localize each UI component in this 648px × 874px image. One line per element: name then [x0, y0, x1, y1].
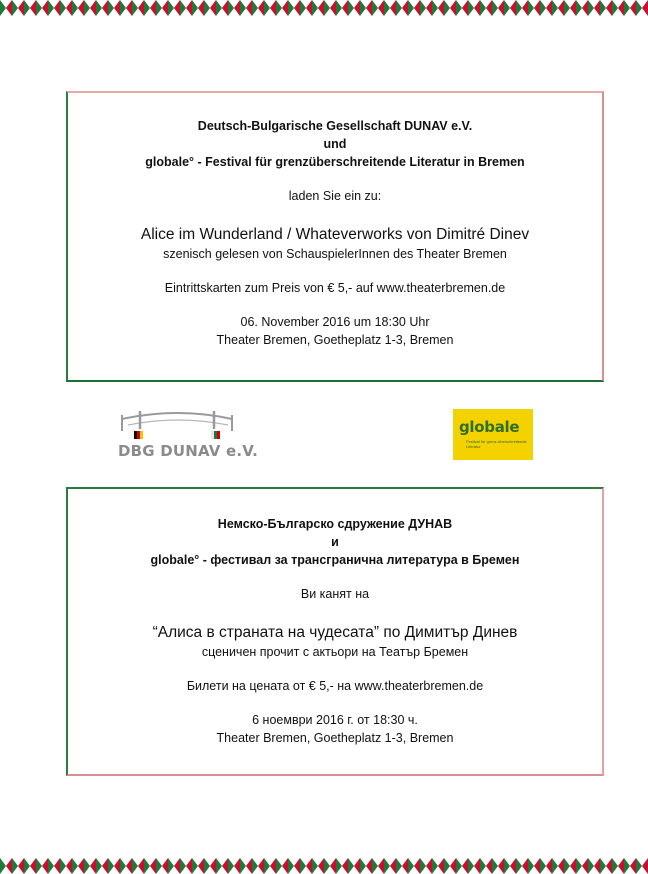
dbg-dunav-logo-text: DBG DUNAV e.V.	[118, 442, 259, 460]
globale-logo	[453, 409, 533, 460]
tickets-line: Билети на цената от € 5,- на www.theaterbremen.de	[186, 679, 484, 693]
bottom-decorative-border	[0, 858, 648, 874]
tickets-line: Eintrittskarten zum Preis von € 5,- auf www.theaterbremen.de	[164, 281, 506, 295]
event-title: “Алиса в страната на чудесата” по Димитър Динев	[152, 624, 518, 641]
festival-line: globale° - фестивал за трансгранична литература в Бремен	[150, 553, 520, 567]
and-word: и	[331, 535, 339, 549]
event-subtitle: szenisch gelesen von SchauspielerInnen des Theater Bremen	[163, 247, 507, 261]
globale-logo-tagline: Festival für grenz-überschreitende Literatur	[466, 439, 527, 449]
bulgarian-invitation-card	[66, 487, 604, 776]
globale-logo-word: globale	[459, 418, 520, 436]
event-title: Alice im Wunderland / Whateverworks von Dimitré Dinev	[140, 226, 530, 243]
invite-line: laden Sie ein zu:	[288, 189, 382, 203]
host-line: Deutsch-Bulgarische Gesellschaft DUNAV e.V.	[197, 119, 473, 133]
host-line: Немско-Българско сдружение ДУНАВ	[217, 517, 453, 531]
top-decorative-border	[0, 0, 648, 16]
date-time-line: 6 ноември 2016 г. от 18:30 ч.	[252, 713, 418, 727]
and-word: und	[323, 137, 347, 151]
invite-line: Ви канят на	[300, 587, 370, 601]
german-invitation-card	[66, 91, 604, 382]
venue-line: Theater Bremen, Goetheplatz 1-3, Bremen	[216, 731, 454, 745]
venue-line: Theater Bremen, Goetheplatz 1-3, Bremen	[216, 333, 454, 347]
festival-line: globale° - Festival für grenzüberschreitende Literatur in Bremen	[145, 155, 525, 169]
event-subtitle: сценичен прочит с актьори на Театър Бремен	[201, 645, 469, 659]
date-time-line: 06. November 2016 um 18:30 Uhr	[240, 315, 430, 329]
